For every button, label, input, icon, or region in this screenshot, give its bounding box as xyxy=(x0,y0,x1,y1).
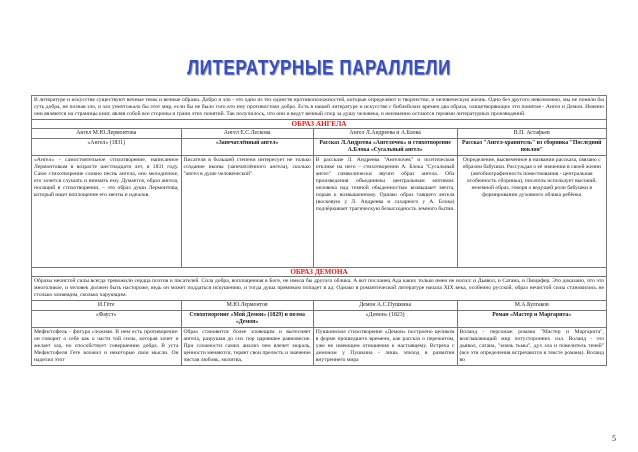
angel-author-2: Ангел Е.С.Лескова xyxy=(181,129,313,139)
angel-section-title: ОБРАЗ АНГЕЛА xyxy=(32,120,607,129)
angel-author-3: Ангел Л.Андреева и А.Блока xyxy=(313,129,457,139)
demon-author-2: М.Ю.Лермонтов xyxy=(181,301,313,311)
demon-text-1: Мефистофель - фигура сложная. В нем есть противоречие: он говорит о себе как о части той силы, которая хочет и желает зла, но способствует совершению добра. В уста Мефистофеля Гете вложил и некоторые свои мысли. Он наделил этот xyxy=(32,328,182,366)
demon-work-1: «Фауст» xyxy=(32,311,182,328)
demon-author-1: И.Гёте xyxy=(32,301,182,311)
demon-section-title: ОБРАЗ ДЕМОНА xyxy=(32,268,607,277)
angel-work-1: «Ангел» (1831) xyxy=(32,139,182,156)
angel-text-1: «Ангел» - самостоятельное стихотворение, написанное Лермонтовым в возрасте шестнадцати лет, в 1831 году. Само стихотворение словно песнь ангела, оно мелодичное, его хочется слушать и внимать ему. Думается, образ ангела, носящий в стихотворении, – это образ души Лермонтова, который ищет воплощение его мечты и идеалов. xyxy=(32,156,182,268)
angel-author-1: Ангел М.Ю.Лермонтова xyxy=(32,129,182,139)
angel-text-2: Писателя в большей степени интересует не только создание иконы (запечатлённого ангела), сколько "ангел в душе человеческой". xyxy=(181,156,313,268)
demon-text-4: Воланд - персонаж романа "Мастер и Маргарита", возглавляющий мир потусторонних сил. Воланд - это дьявол, сатана, "князь тьмы", дух зла и повелитель теней" (все эти определения встречаются в тексте романа). Воланд во xyxy=(457,328,607,366)
demon-author-4: М.А.Булгаков xyxy=(457,301,607,311)
angel-work-3: Рассказ Л.Андреева «Ангелочек» и стихотворение А.Блока «Сусальный ангел» xyxy=(313,139,457,156)
demon-intro-text: Образы нечистой силы всегда тревожили сердца поэтов и писателей. Сила добра, воплощенная в Боге, не имела бы другого облика. А вот посланец Ада каких только имен не носил: и Дьявол, и Сатана, и Люцифер. Это доказано, что это многоликое, и человек должен быть настороже, ведь он может поддаться искушению, и тогда душа прямиком попадет в ад. Однако в романтической литературе начала XIX века, особенно русской, образ нечистой силы становились не столько зловещим, сколько чарующим. xyxy=(32,277,607,301)
demon-work-4: Роман «Мастер и Маргарита» xyxy=(457,311,607,328)
angel-work-4: Рассказ "Ангел-хранитель" из сборника "Последний поклон" xyxy=(457,139,607,156)
page-number: 5 xyxy=(612,434,616,443)
intro-text: В литературе и искусстве существуют вечные темы и вечные образы. Добро и зло - это одно из тех единств противоположностей, которые определяют и творчество, и человеческую жизнь. Одно без другого невозможно, мы не поняли бы суть добра, не познав зло, и зло уничтожало бы этот мир, если бы не было того кто ему противостоял добро. Есть в нашей литературе и искусстве с библейских времен два образа, олицетворяющих эти понятия - Ангел и Демон. Именно они являются на страницы книг, являя собой все стороны и грани этих понятий. Так получилось, что они и ведут вечный спор за душу человека, и неизменно остаются героями литературных произведений. xyxy=(32,96,607,120)
page-title: ЛИТЕРАТУРНЫЕ ПАРАЛЛЕЛИ xyxy=(187,55,451,80)
demon-text-2: Образ становится более зловещим и вытесняет ангела, разрушая до сих пор царившее равновесие. При сложности самих анализ чем влечет мораль, ценности меняются, теряет свои прелесть и значение чистая любовь, молитва, xyxy=(181,328,313,366)
demon-work-2: Стихотворение «Мой Демон» (1829) и поэма «Демон» xyxy=(181,311,313,328)
demon-work-3: «Демон» (1823) xyxy=(313,311,457,328)
angel-author-4: В.П. Астафьев xyxy=(457,129,607,139)
angel-text-3: В рассказе Л. Андреева "Ангелочек" и поэтическом отклике на него – стихотворении А. Блока "Сусальный ангел" символически звучит образ ангела. Оба произведения объединены центральным мотивом: человека над темной обыденностью возвышает мечта, порыв к возвышенному. Однако образ таящего ангела (восковую у Л. Андреева и сахарного у А. Блока) подчёркивает трагическую безысходность земного бытия. xyxy=(313,156,457,268)
angel-work-2: «Запечатлённый ангел» xyxy=(181,139,313,156)
angel-text-4: Определение, высвеченное в названии рассказа, связано с образом бабушки. Рассуждая о её значении в своей жизни (автобиографичность повествования - центральная особенность сборника), писатель использует высокий, неземной образ, говоря о ведущей роли бабушки в формировании духовного облика ребёнка xyxy=(457,156,607,268)
parallels-table xyxy=(31,95,607,366)
demon-author-3: Демон А.С.Пушкина xyxy=(313,301,457,311)
demon-text-3: Пушкинское стихотворение «Демон» построено целиком в форме прошедшего времени, как рассказ о пережитом, уже не имеющем отношения к настоящему. Встреча с демоном у Пушкина - лишь эпизод в развитии внутреннего мира xyxy=(313,328,457,366)
